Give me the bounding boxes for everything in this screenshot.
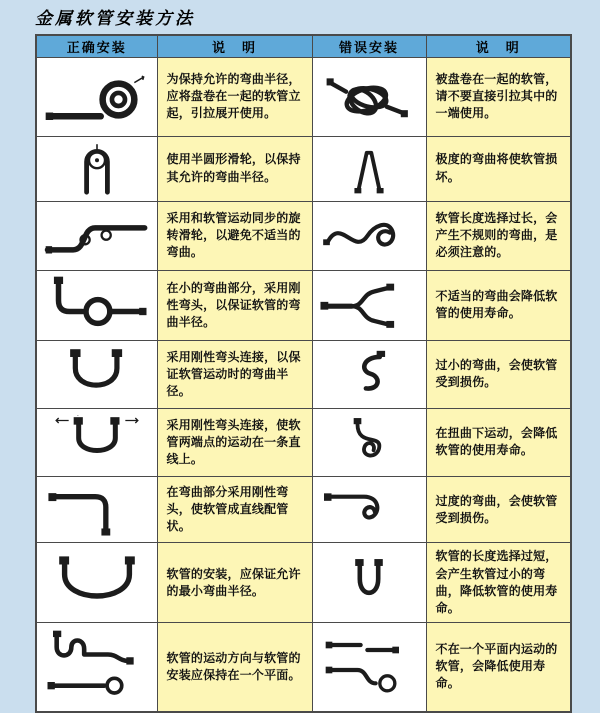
correct-illustration-cell [36,340,157,408]
sharp-v-bend-illustration [323,142,415,196]
hose-over-semicircular-pulley-illustration [49,141,145,197]
wrong-illustration-cell [312,201,426,270]
wrong-desc-text: 被盘卷在一起的软管，请不要直接引拉其中的一端使用。 [426,57,571,136]
correct-desc-text: 软管的安装，应保证允许的最小弯曲半径。 [157,543,312,622]
correct-desc-text: 采用和软管运动同步的旋转滑轮，以避免不适当的弯曲。 [157,201,312,270]
correct-illustration-cell [36,408,157,476]
correct-desc-text: 在弯曲部分采用刚性弯头，使软管成直线配管状。 [157,476,312,543]
table-row [36,201,571,270]
rigid-elbow-with-loop-illustration [42,273,152,337]
wrong-illustration-cell [312,136,426,201]
wrong-desc-text: 在扭曲下运动，会降低软管的使用寿命。 [426,408,571,476]
header-correct-install: 正确安装 [36,35,157,57]
wrong-illustration-cell [312,340,426,408]
correct-desc-text: 采用刚性弯头连接，以保证软管运动时的弯曲半径。 [157,340,312,408]
correct-illustration-cell [36,622,157,712]
wrong-desc-text: 过小的弯曲，会使软管受到损伤。 [426,340,571,408]
irregular-loop-bend-illustration [319,206,419,264]
table-row [36,408,571,476]
correct-illustration-cell [36,543,157,622]
table-row [36,57,571,136]
table-row [36,340,571,408]
correct-desc-text: 采用刚性弯头连接，使软管两端点的运动在一条直线上。 [157,408,312,476]
header-wrong-desc: 说 明 [426,35,571,57]
header-wrong-install: 错误安装 [312,35,426,57]
s-trap-in-plane-illustration [42,627,152,708]
narrow-tight-u-illustration [323,556,415,610]
header-correct-desc: 说 明 [157,35,312,57]
tight-s-hook-illustration [323,347,415,401]
standing-coil-with-lead-illustration [41,64,153,129]
correct-illustration-cell [36,270,157,340]
correct-desc-text: 软管的运动方向与软管的安装应保持在一个平面。 [157,622,312,712]
table-row [36,270,571,340]
u-hose-inline-motion-illustration [47,413,147,471]
table-row [36,136,571,201]
out-of-plane-bends-illustration [319,630,419,703]
header-row [36,35,571,57]
page-title: 金属软管安装方法 [35,9,195,29]
table-row [36,476,571,543]
tangled-coil-bundle-illustration [316,66,422,128]
wrong-desc-text: 极度的弯曲将使软管损坏。 [426,136,571,201]
correct-illustration-cell [36,136,157,201]
correct-desc-text: 在小的弯曲部分，采用刚性弯头，以保证软管的弯曲半径。 [157,270,312,340]
table-row [36,622,571,712]
correct-desc-text: 为保持允许的弯曲半径，应将盘卷在一起的软管立起，引拉展开使用。 [157,57,312,136]
wrong-illustration-cell [312,57,426,136]
wrong-desc-text: 不在一个平面内运动的软管，会降低使用寿命。 [426,622,571,712]
wrong-desc-text: 不适当的弯曲会降低软管的使用寿命。 [426,270,571,340]
wrong-illustration-cell [312,270,426,340]
install-methods-table [35,34,572,713]
wrong-desc-text: 过度的弯曲，会使软管受到损伤。 [426,476,571,543]
wide-minimum-bend-u-illustration [43,551,151,614]
wrong-illustration-cell [312,543,426,622]
wrong-illustration-cell [312,476,426,543]
wrong-desc-text: 软管的长度选择过短，会产生软管过小的弯曲，降低软管的使用寿命。 [426,543,571,622]
correct-illustration-cell [36,57,157,136]
wrong-desc-text: 软管长度选择过长，会产生不规则的弯曲，是必须注意的。 [426,201,571,270]
wrong-illustration-cell [312,408,426,476]
wrong-illustration-cell [312,622,426,712]
elbow-connected-u-hose-illustration [45,344,149,405]
correct-illustration-cell [36,476,157,543]
table-row [36,543,571,622]
twisted-u-hose-illustration [323,415,415,469]
over-bent-elbow-illustration [319,480,419,538]
correct-illustration-cell [36,201,157,270]
synchronized-rolling-pulley-illustration [42,204,152,268]
forked-sharp-bends-illustration [317,275,421,336]
l-shaped-straight-run-illustration [44,479,150,541]
correct-desc-text: 使用半圆形滑轮，以保持其允许的弯曲半径。 [157,136,312,201]
